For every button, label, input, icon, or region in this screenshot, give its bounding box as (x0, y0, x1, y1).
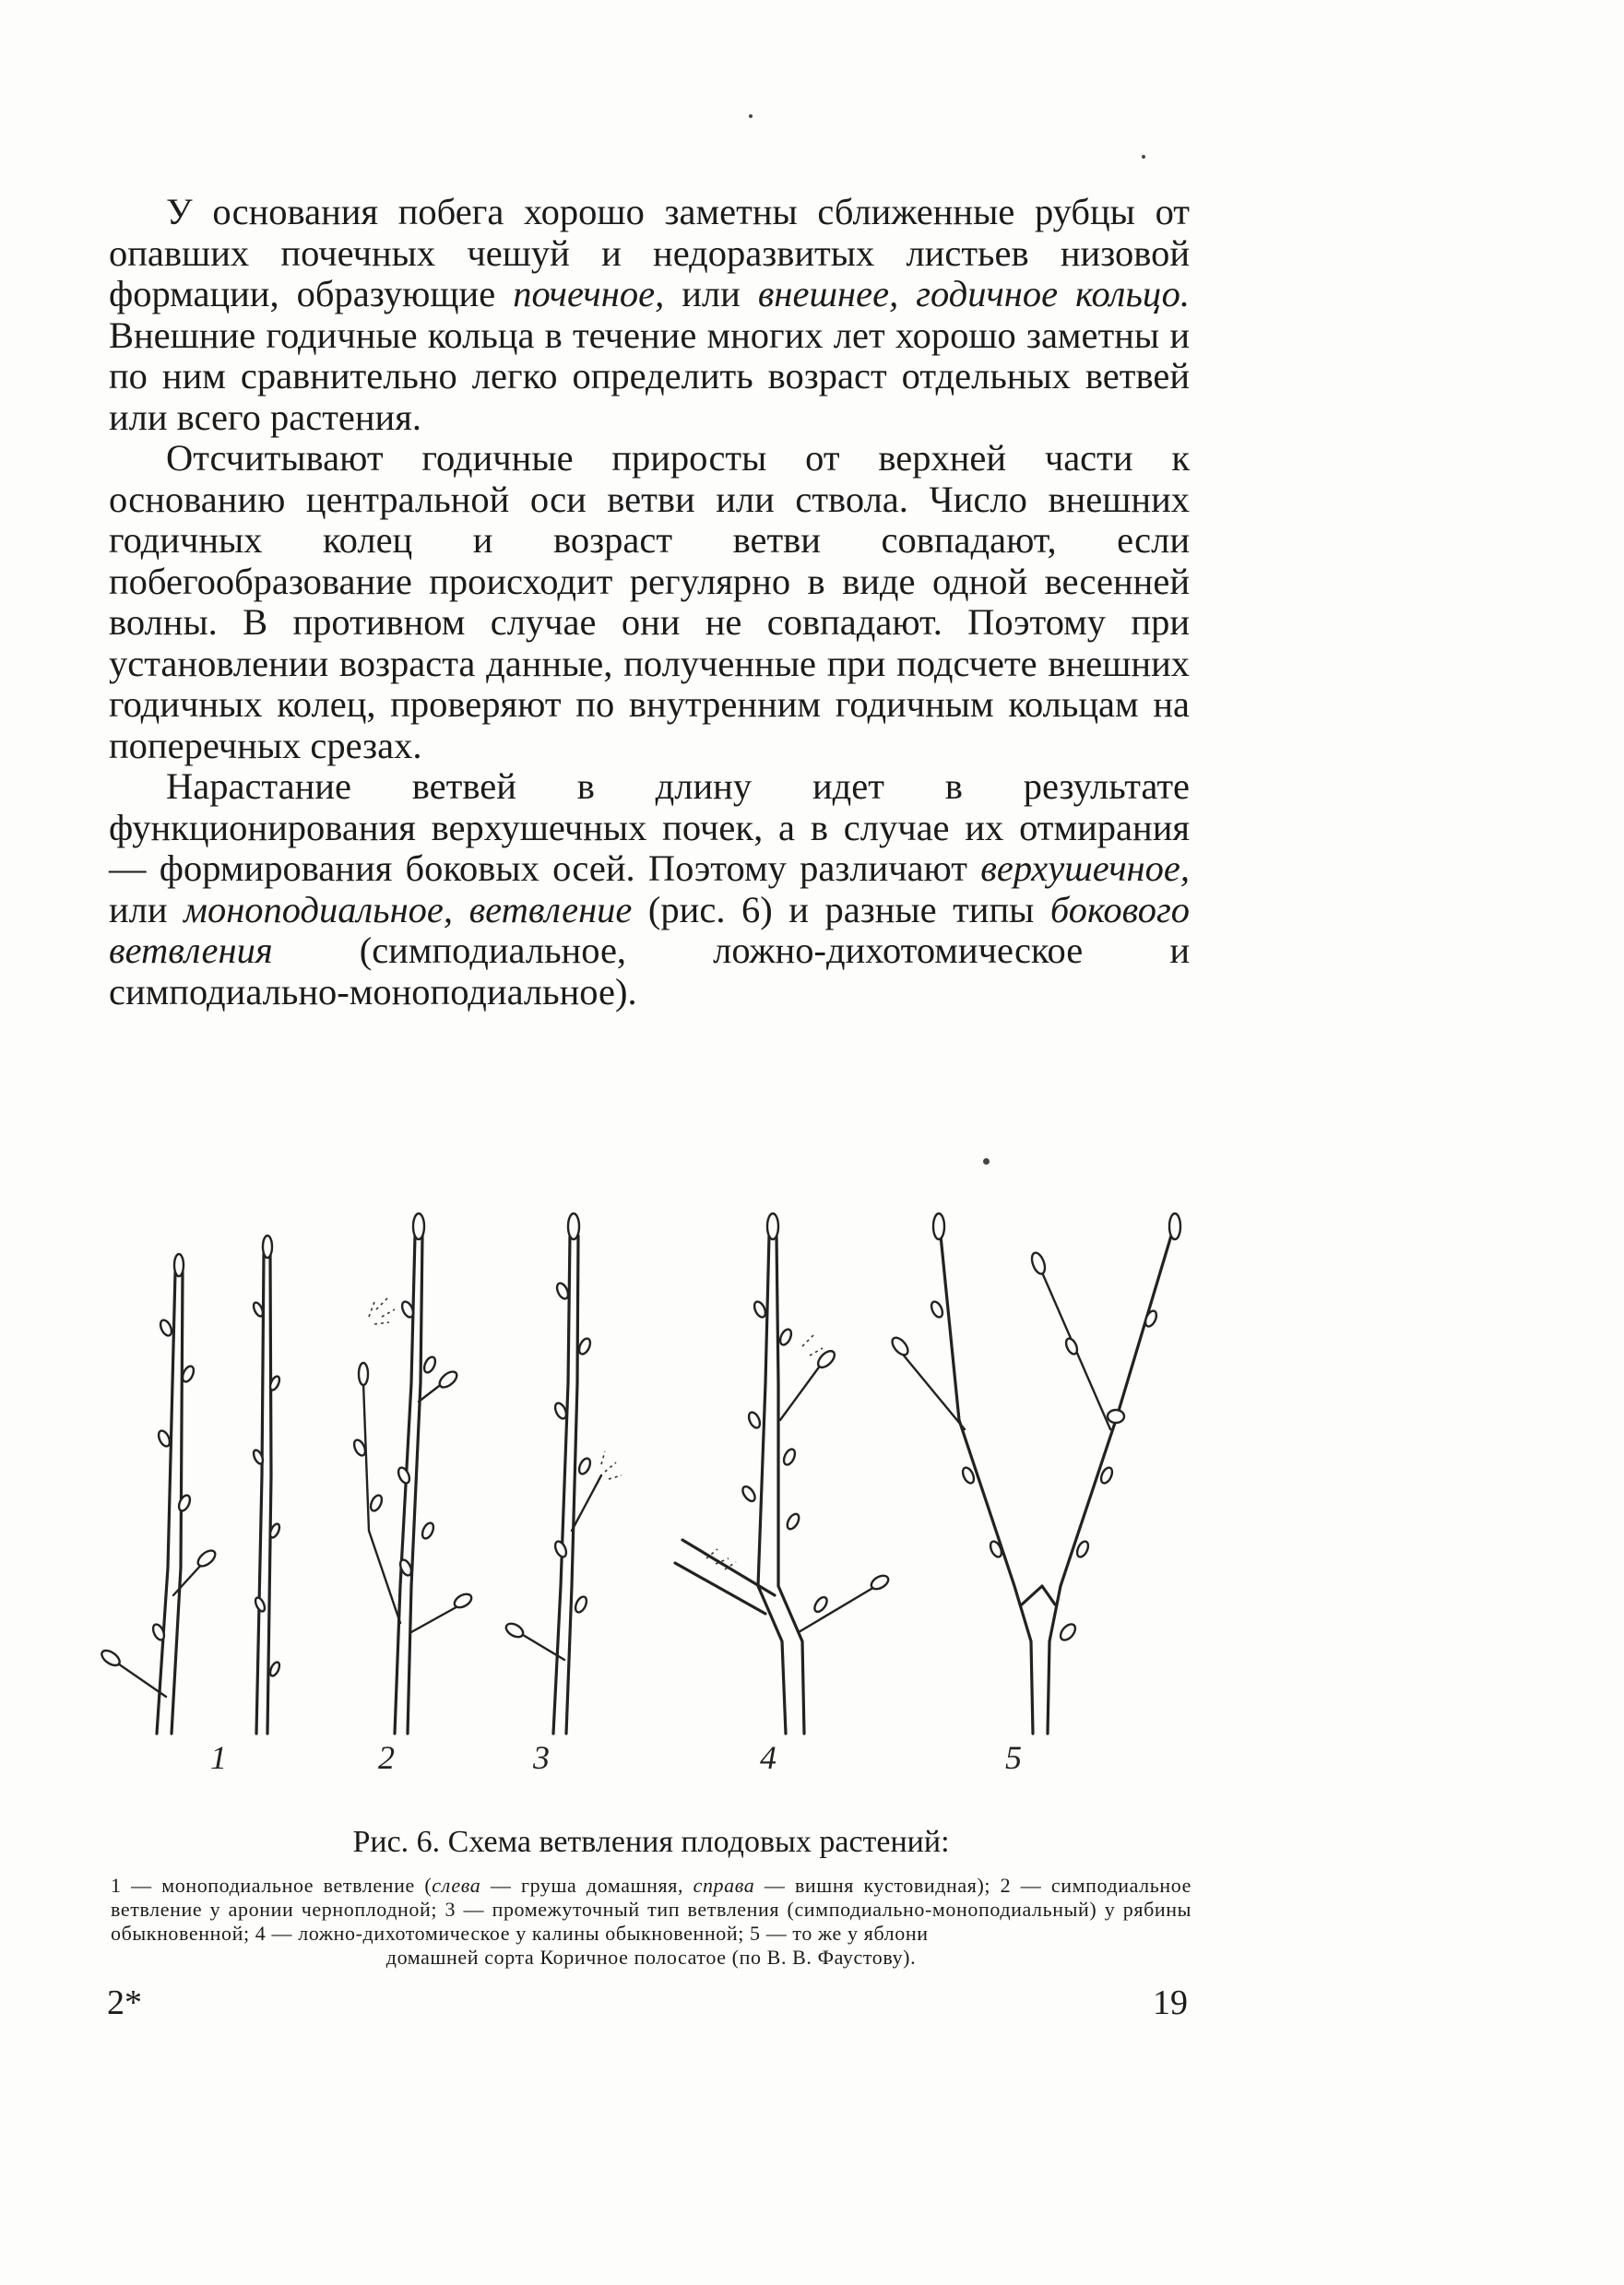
figure-caption-last-line: домашней сорта Коричное полосатое (по В. В. Фаустову). (385, 1946, 917, 1969)
figure-label-3: 3 (533, 1739, 550, 1776)
figure-caption-text (111, 1874, 1191, 1970)
branch-1-pear (100, 1254, 219, 1734)
caption-segment: — груша домашняя, (480, 1874, 693, 1897)
figure-label-2: 2 (378, 1739, 395, 1776)
figure-label-1: 1 (210, 1739, 227, 1776)
figure-label-5: 5 (1005, 1739, 1022, 1776)
caption-segment: — вишня кустовидная); 2 — симподиальное ветвление у аронии черноплодной; 3 — промежуточный тип ветвления (симподиально-моноподиальный) у рябины обыкновенной; 4 — ложно-дихотомическое у калины обыкновенной; 5 — то же у яблони (111, 1874, 1191, 1945)
branch-3-rowan (504, 1214, 622, 1734)
scan-speck (749, 114, 753, 118)
branch-4-viburnum (675, 1214, 891, 1734)
body-text (109, 192, 1190, 1012)
caption-italic-segment: слева (432, 1874, 481, 1897)
figure-caption-body (111, 1874, 1191, 1945)
figure-label-4: 4 (760, 1739, 776, 1776)
caption-segment: 1 — моноподиальное ветвление ( (111, 1874, 433, 1897)
branch-1-cherry (252, 1236, 281, 1734)
figure-branching-schemes (92, 1199, 1199, 1789)
paragraph-1: У основания побега хорошо заметны сближенные рубцы от опавших почечных чешуй и недоразвитых листьев низовой формации, образующие почечное, или внешнее, годичное кольцо. Внешние годичные кольца в течение многих лет хорошо заметны и по ним сравнительно легко определить возраст отдельных ветвей или всего растения. (109, 191, 1190, 438)
paragraph-3: Нарастание ветвей в длину идет в результате функционирования верхушечных почек, а в случае их отмирания — формирования боковых осей. Поэтому различают верхушечное, или моноподиальное, ветвление (рис. 6) и разные типы бокового ветвления (симподиальное, ложно-дихотомическое и симподиально-моноподиальное). (109, 765, 1190, 1012)
branch-2-aronia (352, 1214, 474, 1734)
caption-italic-segment: справа (693, 1874, 755, 1897)
page-number: 19 (1153, 1983, 1188, 2022)
paragraph-2: Отсчитывают годичные приросты от верхней части к основанию центральной оси ветви или ствола. Число внешних годичных колец и возраст ветви совпадают, если побегообразование происходит регулярно в виде одной весенней волны. В противном случае они не совпадают. Поэтому при установлении возраста данные, полученные при подсчете внешних годичных колец, проверяют по внутренним годичным кольцам на поперечных срезах. (109, 437, 1190, 766)
branching-illustration (92, 1199, 1199, 1789)
scan-speck (1142, 155, 1145, 159)
figure-caption-title: Рис. 6. Схема ветвления плодовых растений: (352, 1825, 950, 1859)
signature-mark: 2* (107, 1983, 142, 2022)
scan-speck (983, 1158, 990, 1165)
branch-5-apple (889, 1214, 1180, 1734)
